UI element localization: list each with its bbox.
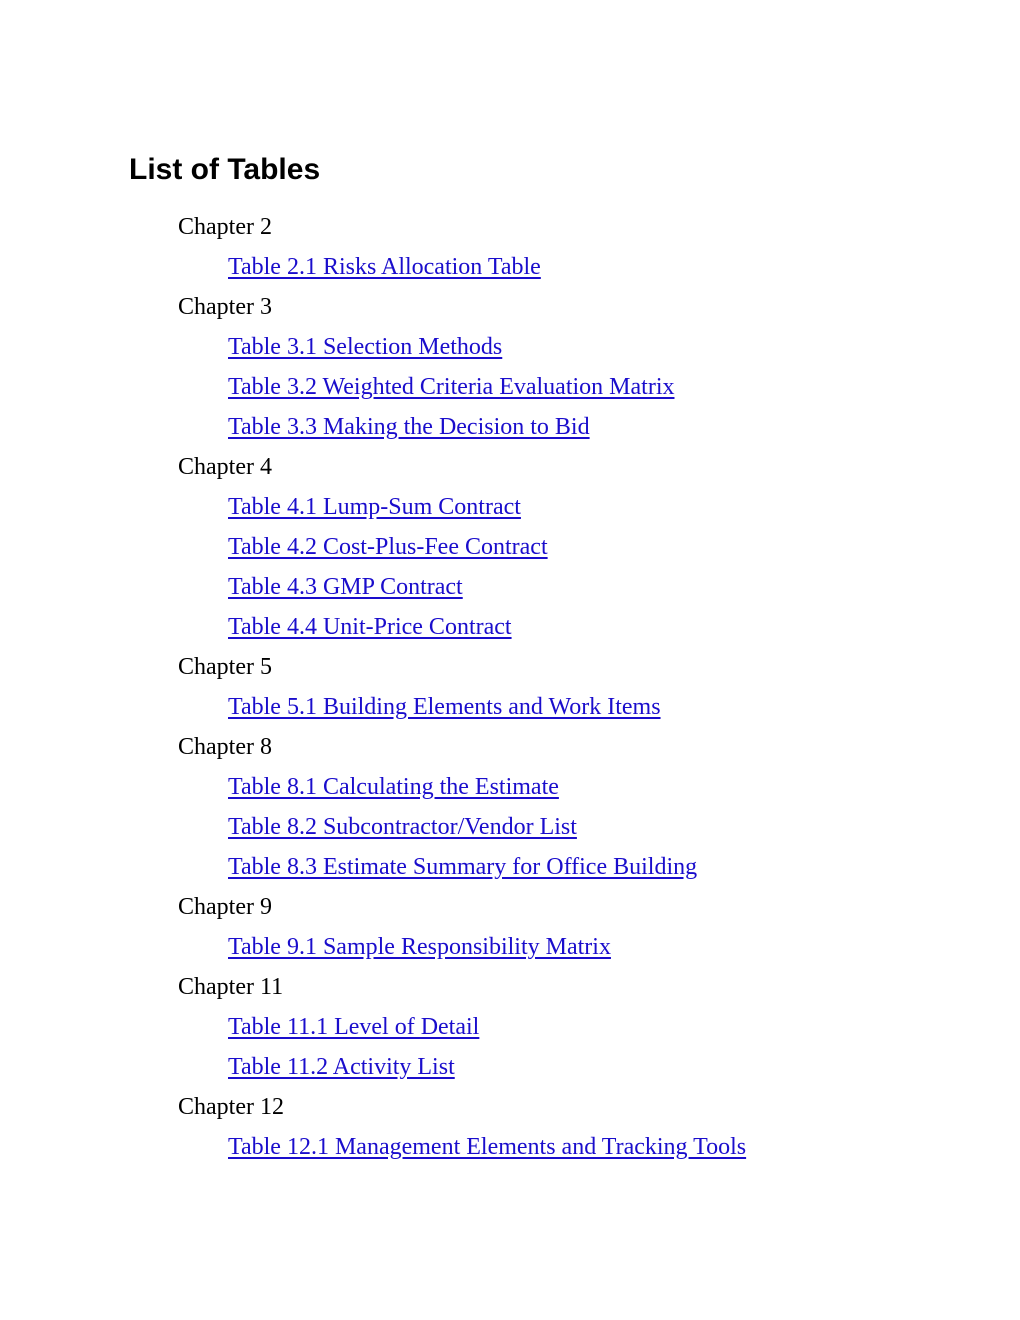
chapter-heading: Chapter 2 (178, 214, 272, 240)
chapter-heading: Chapter 4 (178, 454, 272, 480)
table-entry (0, 1007, 746, 1047)
table-link[interactable]: Table 3.3 Making the Decision to Bid (228, 414, 590, 440)
table-link[interactable]: Table 8.2 Subcontractor/Vendor List (228, 814, 577, 840)
table-entry (0, 807, 746, 847)
table-entry (0, 407, 746, 447)
chapter-heading: Chapter 9 (178, 894, 272, 920)
table-link[interactable]: Table 11.1 Level of Detail (228, 1014, 480, 1040)
table-entry (0, 847, 746, 887)
chapter-heading: Chapter 3 (178, 294, 272, 320)
table-entry (0, 247, 746, 287)
table-link[interactable]: Table 9.1 Sample Responsibility Matrix (228, 934, 611, 960)
chapter-heading: Chapter 5 (178, 654, 272, 680)
table-link[interactable]: Table 4.2 Cost-Plus-Fee Contract (228, 534, 548, 560)
table-link[interactable]: Table 11.2 Activity List (228, 1054, 455, 1080)
chapter-heading: Chapter 12 (178, 1094, 284, 1120)
table-link[interactable]: Table 3.1 Selection Methods (228, 334, 503, 360)
table-entry (0, 527, 746, 567)
table-entry (0, 767, 746, 807)
table-link[interactable]: Table 2.1 Risks Allocation Table (228, 254, 541, 280)
table-link[interactable]: Table 4.4 Unit-Price Contract (228, 614, 512, 640)
table-link[interactable]: Table 5.1 Building Elements and Work Items (228, 694, 661, 720)
table-entry (0, 687, 746, 727)
page-title: List of Tables (129, 153, 321, 186)
table-link[interactable]: Table 3.2 Weighted Criteria Evaluation Matrix (228, 374, 675, 400)
table-link[interactable]: Table 4.3 GMP Contract (228, 574, 463, 600)
table-entry (0, 567, 746, 607)
table-entry (0, 1047, 746, 1087)
list-of-tables (0, 207, 746, 1167)
table-link[interactable]: Table 8.1 Calculating the Estimate (228, 774, 559, 800)
chapter-heading: Chapter 11 (178, 974, 284, 1000)
table-link[interactable]: Table 8.3 Estimate Summary for Office Building (228, 854, 698, 880)
table-entry (0, 327, 746, 367)
table-entry (0, 927, 746, 967)
table-entry (0, 607, 746, 647)
table-entry (0, 487, 746, 527)
table-entry (0, 1127, 746, 1167)
chapter-heading: Chapter 8 (178, 734, 272, 760)
table-entry (0, 367, 746, 407)
table-link[interactable]: Table 4.1 Lump-Sum Contract (228, 494, 521, 520)
table-link[interactable]: Table 12.1 Management Elements and Tracking Tools (228, 1134, 747, 1160)
